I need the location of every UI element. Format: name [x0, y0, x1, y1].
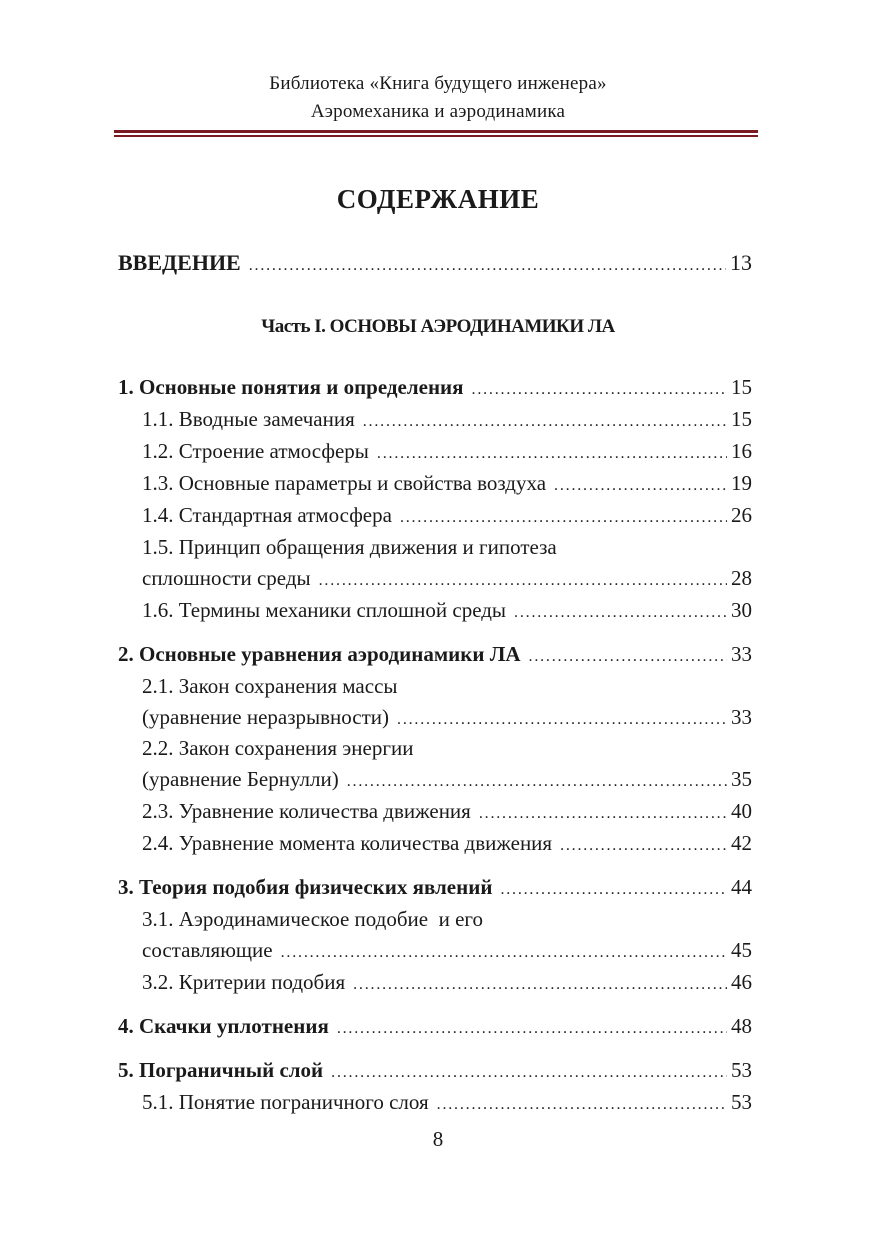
- toc-page: 28: [731, 566, 752, 590]
- toc-entry-2-1-line1[interactable]: [142, 674, 752, 704]
- toc-label: 3. Теория подобия физических явлений: [118, 875, 493, 899]
- toc-label: 1.3. Основные параметры и свойства воздуха: [142, 471, 547, 495]
- toc-label: 2.1. Закон сохранения массы: [142, 674, 398, 698]
- toc-entry-2-2-line1[interactable]: [142, 736, 752, 766]
- leader-dots: [472, 381, 727, 399]
- toc-page: 46: [731, 970, 752, 994]
- toc-label: 2. Основные уравнения аэродинамики ЛА: [118, 642, 521, 666]
- toc-page: 19: [731, 471, 752, 495]
- toc-page: 53: [731, 1090, 752, 1114]
- leader-dots: [529, 648, 727, 666]
- part-title: Часть I. ОСНОВЫ АЭРОДИНАМИКИ ЛА: [261, 316, 615, 337]
- toc-page: 48: [731, 1014, 752, 1038]
- toc-label: 1.6. Термины механики сплошной среды: [142, 598, 507, 622]
- leader-dots: [281, 944, 727, 962]
- toc-label: 1.2. Строение атмосферы: [142, 439, 369, 463]
- toc-label: (уравнение неразрывности): [142, 705, 390, 729]
- series-title: Библиотека «Книга будущего инженера»: [269, 73, 607, 94]
- toc-label: 2.2. Закон сохранения энергии: [142, 736, 414, 760]
- toc-entry-ch2[interactable]: [118, 642, 752, 672]
- toc-entry-3-1-line1[interactable]: [142, 907, 752, 937]
- leader-dots: [337, 1020, 727, 1038]
- leader-dots: [397, 711, 727, 729]
- leader-dots: [377, 445, 727, 463]
- toc-entry-2-1-line2[interactable]: [142, 705, 752, 735]
- toc-entry-1-4[interactable]: [142, 503, 752, 533]
- toc-entry-3-1-line2[interactable]: [142, 938, 752, 968]
- toc-page: 13: [730, 250, 752, 275]
- toc-label: 4. Скачки уплотнения: [118, 1014, 329, 1038]
- toc-page: 40: [731, 799, 752, 823]
- toc-entry-ch3[interactable]: [118, 875, 752, 905]
- header-rule-thin: [114, 135, 758, 137]
- leader-dots: [400, 509, 727, 527]
- toc-page: 33: [731, 642, 752, 666]
- toc-page: 42: [731, 831, 752, 855]
- toc-entry-intro[interactable]: [118, 250, 752, 280]
- toc-entry-ch1[interactable]: [118, 375, 752, 405]
- toc-page: 53: [731, 1058, 752, 1082]
- toc-label: 5. Пограничный слой: [118, 1058, 324, 1082]
- toc-entry-5-1[interactable]: [142, 1090, 752, 1120]
- toc-entry-1-1[interactable]: [142, 407, 752, 437]
- leader-dots: [353, 976, 727, 994]
- leader-dots: [560, 837, 727, 855]
- leader-dots: [479, 805, 727, 823]
- toc-entry-1-5-line1[interactable]: [142, 535, 752, 565]
- toc-label: ВВЕДЕНИЕ: [118, 250, 241, 275]
- leader-dots: [331, 1064, 727, 1082]
- leader-dots: [319, 572, 727, 590]
- toc-label: 3.1. Аэродинамическое подобие и его: [142, 907, 483, 931]
- running-header: [0, 70, 876, 126]
- book-title: Аэромеханика и аэродинамика: [310, 101, 566, 122]
- toc-page: 15: [731, 375, 752, 399]
- toc-label: 5.1. Понятие пограничного слоя: [142, 1090, 429, 1114]
- toc-entry-ch4[interactable]: [118, 1014, 752, 1044]
- toc-page: 44: [731, 875, 752, 899]
- toc-entry-2-4[interactable]: [142, 831, 752, 861]
- page-number: 8: [432, 1127, 444, 1151]
- toc-label: 2.4. Уравнение момента количества движения: [142, 831, 553, 855]
- leader-dots: [347, 773, 727, 791]
- header-rule-thick: [114, 130, 758, 133]
- toc-label: 3.2. Критерии подобия: [142, 970, 346, 994]
- toc-entry-3-2[interactable]: [142, 970, 752, 1000]
- toc-page: 45: [731, 938, 752, 962]
- toc-entry-2-2-line2[interactable]: [142, 767, 752, 797]
- toc-entry-1-2[interactable]: [142, 439, 752, 469]
- toc-label: составляющие: [142, 938, 273, 962]
- toc-page: 35: [731, 767, 752, 791]
- leader-dots: [554, 477, 727, 495]
- toc-page: 26: [731, 503, 752, 527]
- leader-dots: [437, 1096, 727, 1114]
- toc-label: 1. Основные понятия и определения: [118, 375, 464, 399]
- toc-page: 33: [731, 705, 752, 729]
- toc-entry-1-3[interactable]: [142, 471, 752, 501]
- toc-entry-ch5[interactable]: [118, 1058, 752, 1088]
- toc-page: 16: [731, 439, 752, 463]
- toc-label: сплошности среды: [142, 566, 311, 590]
- toc-label: 1.4. Стандартная атмосфера: [142, 503, 392, 527]
- toc-label: 1.5. Принцип обращения движения и гипотеза: [142, 535, 557, 559]
- leader-dots: [249, 257, 726, 275]
- toc-page: 15: [731, 407, 752, 431]
- toc-label: 2.3. Уравнение количества движения: [142, 799, 471, 823]
- toc-label: (уравнение Бернулли): [142, 767, 339, 791]
- toc-entry-2-3[interactable]: [142, 799, 752, 829]
- toc-label: 1.1. Вводные замечания: [142, 407, 355, 431]
- leader-dots: [500, 881, 727, 899]
- toc-page: 30: [731, 598, 752, 622]
- leader-dots: [514, 604, 727, 622]
- toc-entry-1-5-line2[interactable]: [142, 566, 752, 596]
- toc-entry-1-6[interactable]: [142, 598, 752, 628]
- page-title: СОДЕРЖАНИЕ: [336, 184, 540, 214]
- leader-dots: [363, 413, 727, 431]
